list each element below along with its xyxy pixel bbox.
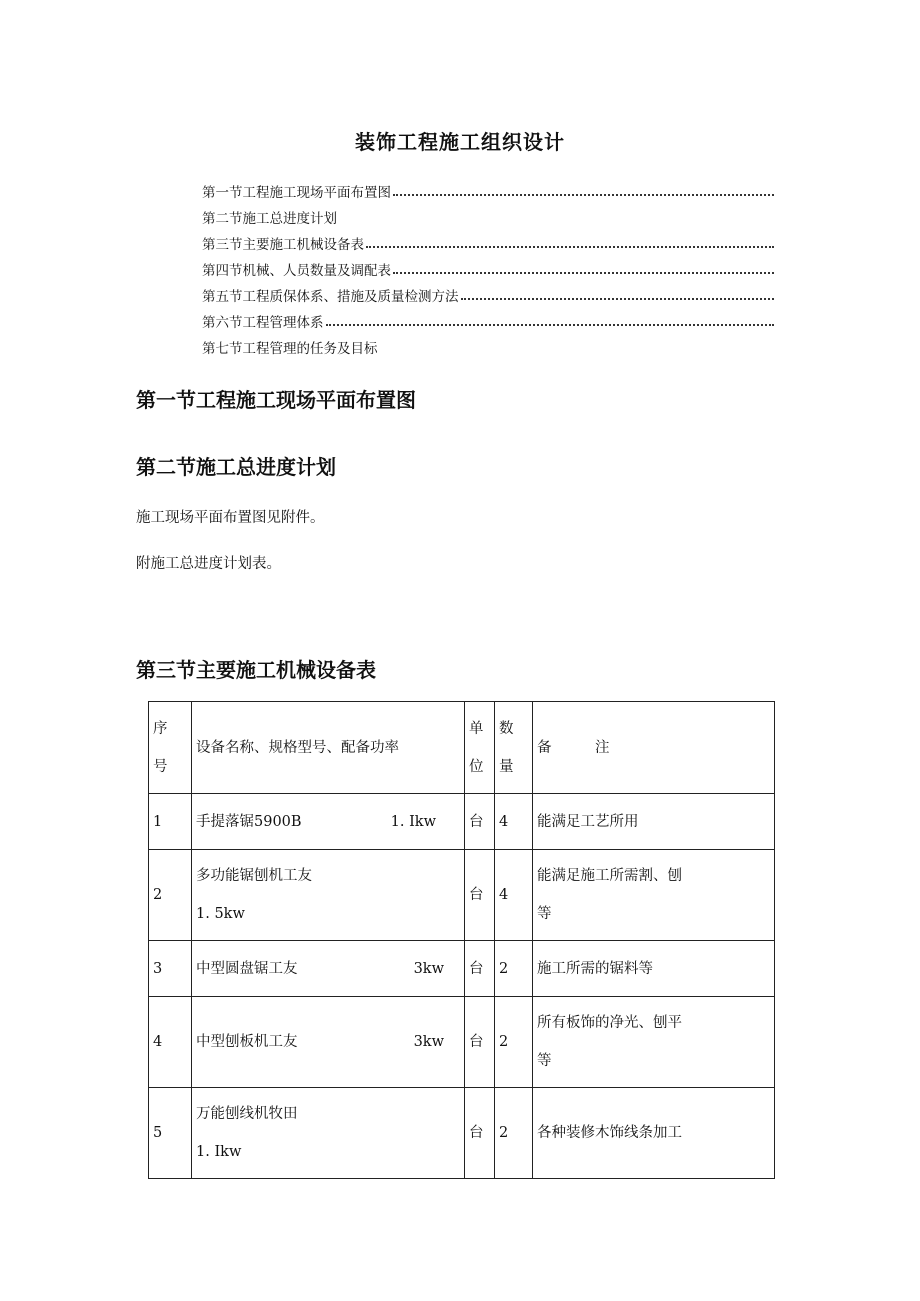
cell-num: 5 — [149, 1088, 192, 1179]
section-heading-3: 第三节主要施工机械设备表 — [136, 658, 376, 682]
toc-item-label: 第三节主要施工机械设备表 — [202, 237, 364, 253]
cell-qty: 4 — [495, 850, 533, 941]
table-row — [149, 997, 775, 1088]
header-cell-num: 序 号 — [149, 702, 192, 794]
cell-name — [192, 794, 465, 850]
toc-item[interactable] — [202, 253, 774, 279]
section-heading-2: 第二节施工总进度计划 — [136, 455, 336, 479]
toc-item-label: 第二节施工总进度计划 — [202, 211, 337, 227]
cell-remark: 各种装修木饰线条加工 — [533, 1088, 775, 1179]
toc-item-label: 第一节工程施工现场平面布置图 — [202, 185, 391, 201]
cell-power: 1. Ikw — [390, 813, 436, 830]
section-heading-1: 第一节工程施工现场平面布置图 — [136, 388, 416, 412]
document-title: 装饰工程施工组织设计 — [355, 130, 565, 154]
table-row — [149, 941, 775, 997]
toc-leader-dots — [366, 246, 774, 248]
cell-unit: 台 — [465, 850, 495, 941]
table-row — [149, 850, 775, 941]
cell-remark: 能满足施工所需割、刨 等 — [533, 850, 775, 941]
toc-item-label: 第四节机械、人员数量及调配表 — [202, 263, 391, 279]
toc-item-label: 第七节工程管理的任务及目标 — [202, 341, 378, 357]
cell-unit: 台 — [465, 997, 495, 1088]
toc-item[interactable] — [202, 201, 774, 227]
toc-item[interactable] — [202, 331, 774, 357]
cell-name — [192, 997, 465, 1088]
cell-name-text: 中型刨板机工友 — [196, 1034, 298, 1050]
cell-name — [192, 850, 465, 941]
toc-leader-dots — [393, 194, 774, 196]
cell-remark: 所有板饰的净光、刨平 等 — [533, 997, 775, 1088]
header-cell-qty: 数 量 — [495, 702, 533, 794]
toc-leader-dots — [393, 272, 774, 274]
toc-leader-dots — [326, 324, 775, 326]
table-header-row — [149, 702, 775, 794]
cell-qty: 2 — [495, 941, 533, 997]
cell-power: 1. 5kw — [196, 906, 245, 922]
cell-name-text: 中型圆盘锯工友 — [196, 960, 298, 977]
toc-item-label: 第五节工程质保体系、措施及质量检测方法 — [202, 289, 459, 305]
cell-remark: 能满足工艺所用 — [533, 794, 775, 850]
header-cell-remark: 备 注 — [533, 702, 775, 794]
toc-item[interactable] — [202, 227, 774, 253]
header-cell-name: 设备名称、规格型号、配备功率 — [192, 702, 465, 794]
cell-unit: 台 — [465, 941, 495, 997]
cell-qty: 4 — [495, 794, 533, 850]
paragraph-schedule: 附施工总进度计划表。 — [136, 556, 281, 572]
cell-unit: 台 — [465, 1088, 495, 1179]
toc-leader-dots — [461, 298, 775, 300]
cell-name — [192, 1088, 465, 1179]
cell-qty: 2 — [495, 997, 533, 1088]
cell-power: 1. Ikw — [196, 1144, 242, 1160]
cell-qty: 2 — [495, 1088, 533, 1179]
toc-item[interactable] — [202, 305, 774, 331]
cell-num: 4 — [149, 997, 192, 1088]
cell-num: 2 — [149, 850, 192, 941]
cell-remark: 施工所需的锯料等 — [533, 941, 775, 997]
cell-power: 3kw — [413, 960, 444, 977]
header-cell-unit: 单 位 — [465, 702, 495, 794]
cell-power: 3kw — [413, 1034, 444, 1050]
paragraph-site-layout: 施工现场平面布置图见附件。 — [136, 510, 325, 526]
cell-name-text: 手提落锯5900B — [196, 813, 302, 830]
table-row — [149, 1088, 775, 1179]
cell-num: 3 — [149, 941, 192, 997]
toc-item[interactable] — [202, 279, 774, 305]
cell-name-text: 万能刨线机牧田 — [196, 1106, 298, 1122]
toc-item[interactable] — [202, 175, 774, 201]
cell-num: 1 — [149, 794, 192, 850]
table-of-contents — [202, 175, 774, 357]
toc-item-label: 第六节工程管理体系 — [202, 315, 324, 331]
equipment-table — [148, 701, 775, 1179]
cell-unit: 台 — [465, 794, 495, 850]
table-row — [149, 794, 775, 850]
cell-name-text: 多功能锯刨机工友 — [196, 868, 312, 884]
cell-name — [192, 941, 465, 997]
